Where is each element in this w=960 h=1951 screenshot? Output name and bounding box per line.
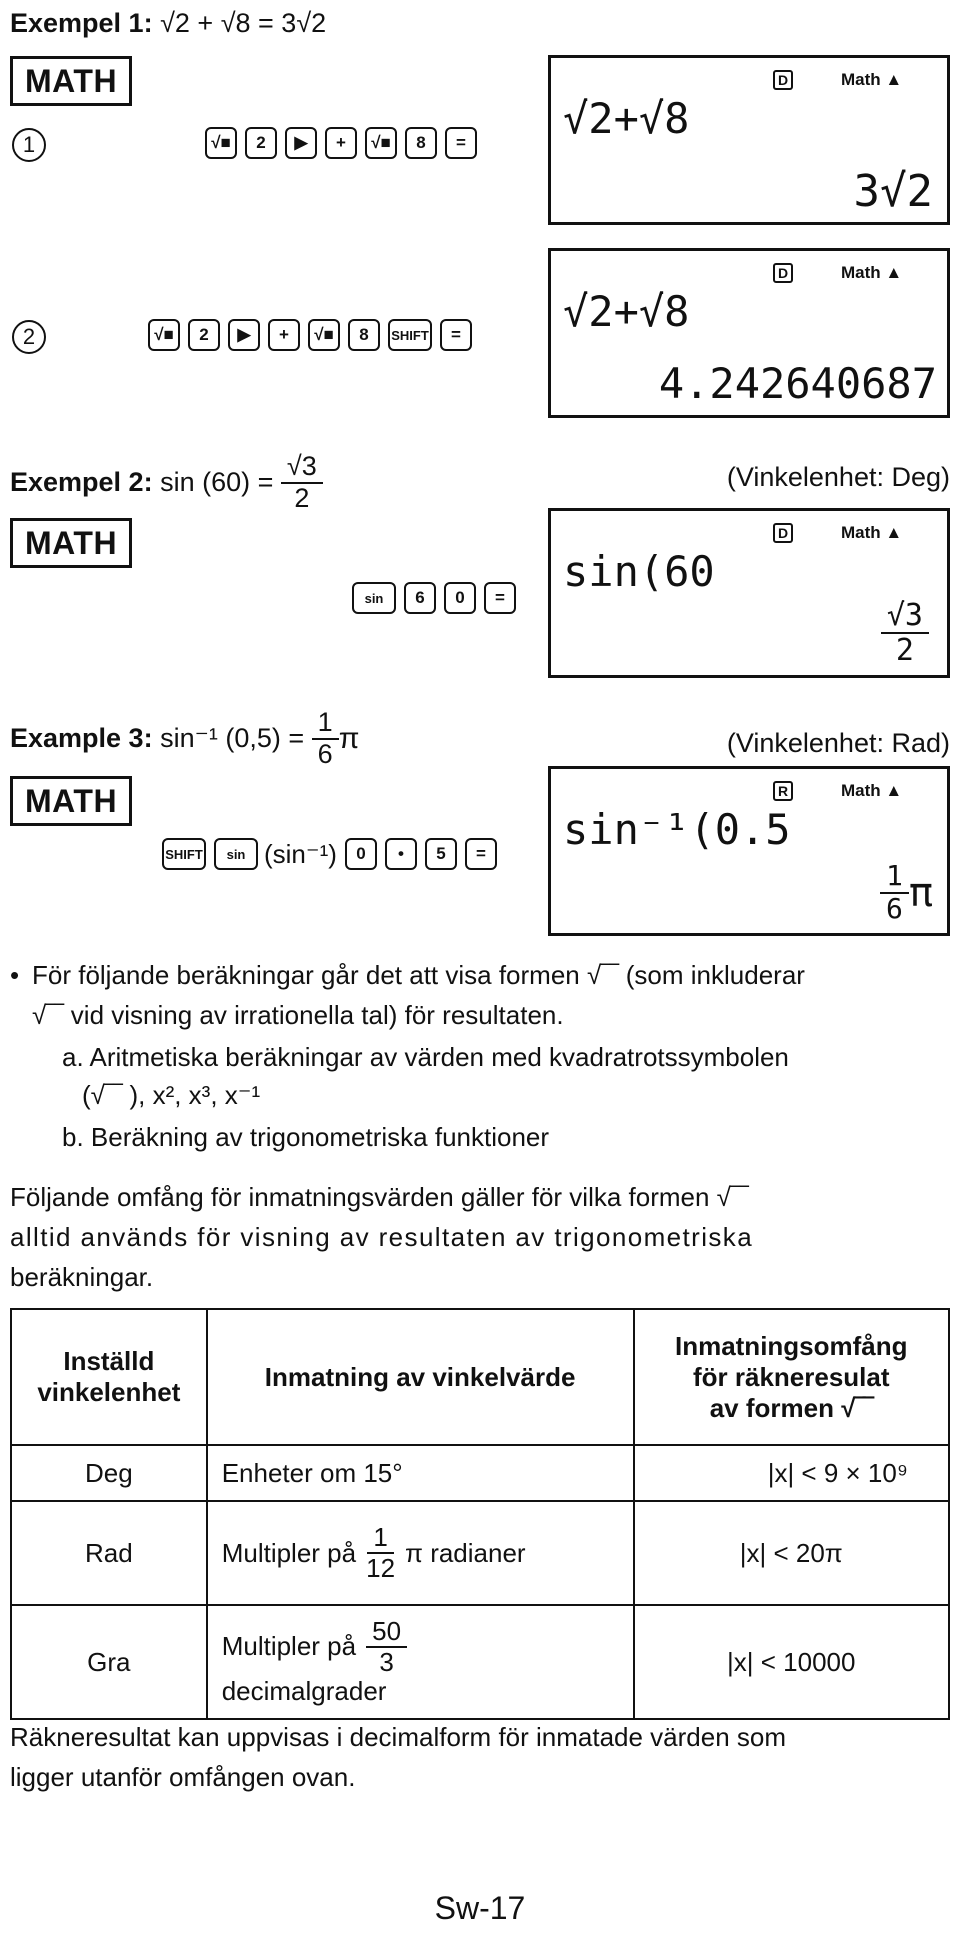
ex3b-key-2: 5 [425,838,457,870]
example2-fraction: $\frac{√3}{2}$ [281,452,323,513]
calc-screen-1 [548,55,950,225]
example1-keys-1 [205,127,485,159]
calc-screen-4 [548,766,950,936]
range-table [10,1308,950,1720]
screen4-input: sin⁻¹(0.5 [563,805,791,854]
ex1-step1-key-1: 2 [245,127,277,159]
footer-text-1: Räkneresultat kan uppvisas i decimalform för inmatade värden som [10,1722,787,1752]
notes-item-a2: (√‾‾ ), x², x³, x⁻¹ [82,1080,261,1110]
ex1-step2-key-6: SHIFT [388,319,432,351]
screen1-d-indicator: D [773,70,793,90]
notes-line-1: För följande beräkningar går det att visa formen √‾‾ (som inkluderar [32,960,805,990]
step1-circle: 1 [12,128,46,162]
screen2-d-indicator: D [773,263,793,283]
calc-screen-3 [548,508,950,678]
ex1-step1-key-2: ▶ [285,127,317,159]
ex1-step1-key-3: + [325,127,357,159]
example3-fraction: $\frac{1}{6}$ [312,708,339,769]
ex1-step2-key-4: √■ [308,319,340,351]
row-deg-unit: Deg [11,1445,207,1501]
footer-text-2: ligger utanför omfången ovan. [10,1762,356,1792]
ex3b-key-1: • [385,838,417,870]
ex1-step1-key-0: √■ [205,127,237,159]
row-gra-unit: Gra [11,1605,207,1719]
bullet: • [10,960,20,990]
ex2-key-3: = [484,582,516,614]
row-rad-unit: Rad [11,1501,207,1605]
notes-item-b: b. Beräkning av trigonometriska funktioner [62,1122,550,1152]
example2-keys [352,582,524,614]
screen2-input: √2+√8 [563,287,690,336]
example3-keys [162,838,505,870]
example2-math-mode: MATH [10,518,132,568]
table-row [11,1605,949,1719]
example3-unit-note: (Vinkelenhet: Rad) [726,728,950,758]
example2-title: Exempel 2: sin (60) = $\frac{√3}{2}$ [10,452,323,513]
screen4-result: $\frac{1}{6}$ π [880,861,933,925]
row-gra-range: |x| < 10000 [634,1605,950,1719]
ex1-step1-key-6: = [445,127,477,159]
screen3-result: $\frac{√3}{2}$ [881,599,929,667]
paragraph-line-1: Följande omfång för inmatningsvärden gäller för vilka formen √‾‾ [10,1182,749,1212]
screen2-result: 4.242640687 [658,359,937,408]
screen4-mode-indicator: Math ▲ [841,781,903,800]
row-deg-input: Enheter om 15° [207,1445,634,1501]
ex2-key-0: sin [352,582,396,614]
example1-keys-2 [148,319,480,351]
screen3-d-indicator: D [773,523,793,543]
ex3b-key-3: = [465,838,497,870]
ex1-step1-key-4: √■ [365,127,397,159]
ex3b-key-0: 0 [345,838,377,870]
row-gra-input: Multipler på $\frac{50}{3}$ decimalgrader [207,1605,634,1719]
ex1-step2-key-1: 2 [188,319,220,351]
ex3a-key-1: sin [214,838,258,870]
header-range: Inmatningsomfång för räkneresulat av formen √‾‾ [634,1309,950,1445]
ex1-step2-key-2: ▶ [228,319,260,351]
header-angle-unit: Inställd vinkelenhet [11,1309,207,1445]
ex2-key-1: 6 [404,582,436,614]
paragraph-line-3: beräkningar. [10,1262,154,1292]
ex3a-key-0: SHIFT [162,838,206,870]
table-row [11,1445,949,1501]
table-header-row [11,1309,949,1445]
example1-math-mode: MATH [10,56,132,106]
ex1-step1-key-5: 8 [405,127,437,159]
ex1-step2-key-3: + [268,319,300,351]
notes-item-a: a. Aritmetiska beräkningar av värden med kvadratrotssymbolen [62,1042,789,1072]
notes-line-2: √‾‾ vid visning av irrationella tal) för resultaten. [32,1000,564,1030]
step2-circle: 2 [12,320,46,354]
screen1-mode-indicator: Math ▲ [841,70,903,89]
screen4-r-indicator: R [773,781,793,801]
sin-inverse-label: (sin⁻¹) [264,838,337,869]
screen1-input: √2+√8 [563,94,690,143]
example2-unit-note: (Vinkelenhet: Deg) [726,462,950,492]
example3-math-mode: MATH [10,776,132,826]
row-rad-range: |x| < 20π [634,1501,950,1605]
row-deg-range: |x| < 9 × 10⁹ [634,1445,950,1501]
screen2-mode-indicator: Math ▲ [841,263,903,282]
screen1-result: 3√2 [853,166,933,217]
screen3-mode-indicator: Math ▲ [841,523,903,542]
calc-screen-2 [548,248,950,418]
screen3-input: sin(60 [563,547,715,596]
ex2-key-2: 0 [444,582,476,614]
paragraph-line-2: alltid används för visning av resultaten av trigonometriska [10,1222,754,1252]
example1-title: Exempel 1: √2 + √8 = 3√2 [10,8,327,38]
example3-title: Example 3: sin⁻¹ (0,5) = $\frac{1}{6}$ π [10,707,360,769]
table-row [11,1501,949,1605]
row-rad-input: Multipler på $\frac{1}{12}$ π radianer [207,1501,634,1605]
ex1-step2-key-5: 8 [348,319,380,351]
header-input: Inmatning av vinkelvärde [207,1309,634,1445]
page-number: Sw-17 [434,1890,526,1926]
ex1-step2-key-0: √■ [148,319,180,351]
ex1-step2-key-7: = [440,319,472,351]
